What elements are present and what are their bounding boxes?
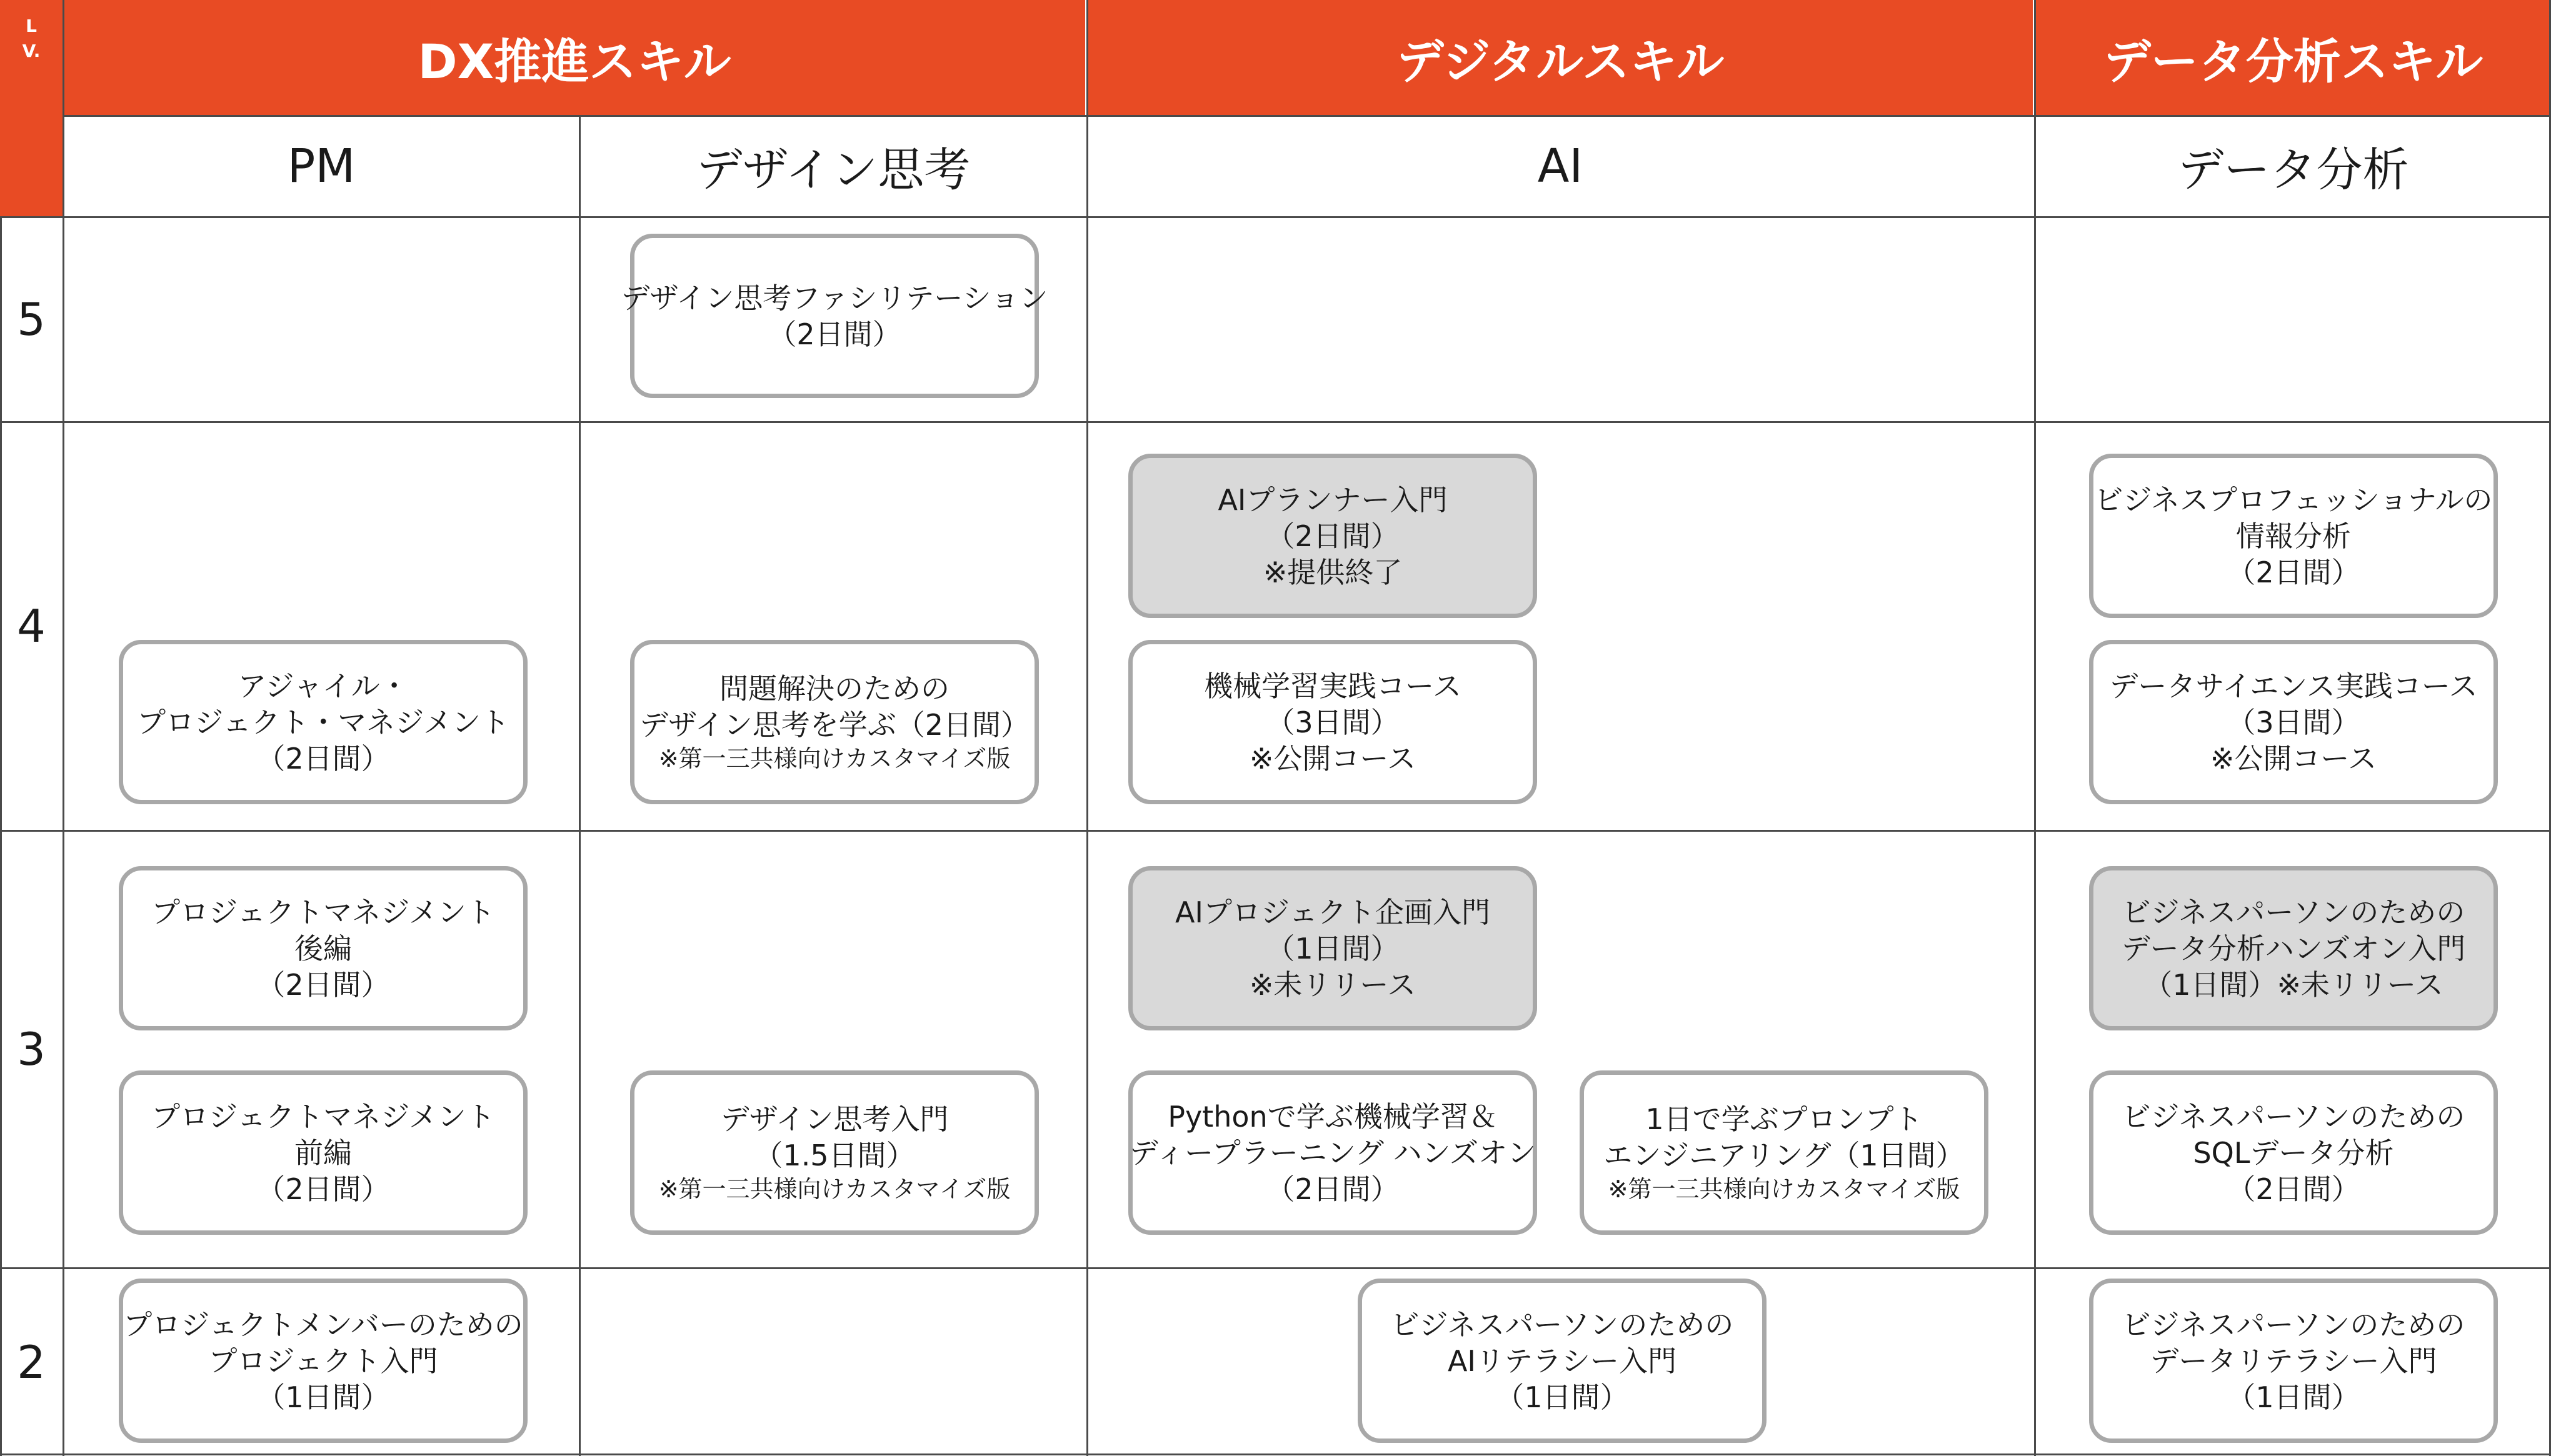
- course-note: ※第一三共様向けカスタマイズ版: [1608, 1175, 1960, 1203]
- level-4: 4: [17, 600, 46, 652]
- course-duration: （2日間）: [2227, 1172, 2360, 1206]
- course-card-ai-project-planning[interactable]: [1128, 866, 1537, 1030]
- course-card-ai-planner[interactable]: [1128, 454, 1537, 618]
- subcategory-design-thinking: デザイン思考: [696, 143, 971, 197]
- course-card-python-ml-dl[interactable]: [1128, 1070, 1537, 1235]
- course-title: ビジネスパーソンのための: [1390, 1307, 1734, 1342]
- course-title: 情報分析: [2236, 519, 2351, 553]
- grid-line: [0, 1267, 2551, 1269]
- grid-line: [1086, 0, 1088, 1456]
- course-duration: （1日間）: [256, 1380, 390, 1414]
- course-note: ※公開コース: [2210, 741, 2377, 775]
- course-title: デザイン思考ファシリテーション: [621, 281, 1048, 315]
- course-duration: （1日間）: [2227, 1380, 2360, 1414]
- course-duration: （2日間）: [256, 741, 390, 775]
- course-title: ビジネスパーソンのための: [2122, 1307, 2465, 1342]
- course-card-problem-solving-design[interactable]: [630, 640, 1039, 804]
- grid-line: [63, 0, 64, 1456]
- course-card-agile-pm[interactable]: [119, 640, 528, 804]
- course-title: データリテラシー入門: [2150, 1344, 2437, 1378]
- level-header-line: L: [26, 16, 37, 36]
- subcategory-pm: PM: [287, 139, 356, 193]
- course-note: ※未リリース: [1249, 967, 1416, 1002]
- grid-line: [63, 115, 2551, 117]
- course-title: Pythonで学ぶ機械学習＆: [1168, 1099, 1498, 1134]
- course-card-ml-practice[interactable]: [1128, 640, 1537, 804]
- level-header: [0, 0, 63, 216]
- course-title: 前編: [294, 1135, 352, 1170]
- course-card-pm-advanced[interactable]: [119, 866, 528, 1030]
- course-title: アジャイル・: [238, 669, 409, 703]
- course-duration: （2日間）: [256, 967, 390, 1002]
- grid-line: [579, 115, 581, 1456]
- course-title: 1日で学ぶプロンプト: [1645, 1102, 1923, 1136]
- grid-line: [0, 421, 2551, 423]
- course-title: 問題解決のための: [719, 671, 950, 706]
- level-5: 5: [17, 293, 46, 346]
- category-header-digital: デジタルスキル: [1088, 0, 2033, 115]
- course-card-ai-literacy[interactable]: [1358, 1279, 1767, 1443]
- course-title: デザイン思考を学ぶ（2日間）: [639, 707, 1030, 742]
- course-note: ※第一三共様向けカスタマイズ版: [658, 1175, 1011, 1203]
- level-header-line: V.: [22, 41, 41, 61]
- course-card-data-literacy[interactable]: [2089, 1279, 2498, 1443]
- course-duration: （1.5日間）: [754, 1138, 915, 1172]
- course-title: プロジェクトメンバーのための: [123, 1307, 523, 1342]
- course-title: プロジェクト入門: [208, 1344, 438, 1378]
- course-card-biz-pro-info-analysis[interactable]: [2089, 454, 2498, 618]
- course-duration: （2日間）: [768, 317, 901, 351]
- grid-line: [2034, 0, 2036, 1456]
- course-card-prompt-engineering[interactable]: [1580, 1070, 1988, 1235]
- course-title: プロジェクト・マネジメント: [137, 705, 509, 739]
- course-card-design-facilitation[interactable]: [621, 234, 1048, 398]
- course-title: デザイン思考入門: [720, 1102, 949, 1136]
- subcategory-ai: AI: [1537, 139, 1583, 193]
- course-duration: （1日間）※未リリース: [2143, 967, 2443, 1002]
- course-title: ディープラーニング ハンズオン: [1129, 1135, 1536, 1170]
- course-title: 後編: [294, 931, 352, 965]
- course-title: データ分析ハンズオン入門: [2121, 931, 2466, 965]
- course-title: プロジェクトマネジメント: [151, 895, 495, 929]
- course-duration: （3日間）: [1266, 705, 1400, 739]
- course-duration: （2日間）: [256, 1172, 390, 1206]
- grid-line: [0, 830, 2551, 832]
- level-2: 2: [17, 1336, 46, 1389]
- subcategory-data-analysis: データ分析: [2177, 143, 2409, 197]
- course-note: ※公開コース: [1249, 741, 1416, 775]
- course-duration: （2日間）: [1266, 519, 1400, 553]
- course-card-biz-sql[interactable]: [2089, 1070, 2498, 1235]
- course-duration: （2日間）: [1266, 1172, 1400, 1206]
- grid-line: [0, 216, 2551, 218]
- course-title: ビジネスプロフェッショナルの: [2094, 482, 2493, 517]
- grid-line: [0, 216, 2, 1456]
- course-title: ビジネスパーソンのための: [2122, 1099, 2465, 1134]
- course-note: ※第一三共様向けカスタマイズ版: [658, 744, 1011, 772]
- course-duration: （2日間）: [2227, 555, 2360, 589]
- course-title: ビジネスパーソンのための: [2122, 895, 2465, 929]
- course-title: プロジェクトマネジメント: [151, 1099, 495, 1134]
- course-title: データサイエンス実践コース: [2109, 669, 2478, 703]
- course-duration: （1日間）: [1266, 931, 1400, 965]
- course-title: AIプランナー入門: [1218, 482, 1448, 517]
- course-title: エンジニアリング（1日間）: [1603, 1138, 1965, 1172]
- category-header-data: データ分析スキル: [2035, 0, 2551, 115]
- course-title: 機械学習実践コース: [1204, 669, 1461, 703]
- course-card-pm-member-intro[interactable]: [119, 1279, 528, 1443]
- category-header-dx: DX推進スキル: [64, 0, 1085, 115]
- course-duration: （3日間）: [2227, 705, 2360, 739]
- grid-line: [0, 1454, 2551, 1455]
- course-title: SQLデータ分析: [2193, 1135, 2394, 1170]
- course-title: AIリテラシー入門: [1447, 1344, 1677, 1378]
- level-3: 3: [17, 1023, 46, 1075]
- course-card-biz-data-handson[interactable]: [2089, 866, 2498, 1030]
- course-note: ※提供終了: [1263, 555, 1403, 589]
- course-card-pm-basic[interactable]: [119, 1070, 528, 1235]
- course-duration: （1日間）: [1495, 1380, 1629, 1414]
- course-card-ds-practice[interactable]: [2089, 640, 2498, 804]
- course-title: AIプロジェクト企画入門: [1175, 895, 1491, 929]
- course-card-design-thinking-intro[interactable]: [630, 1070, 1039, 1235]
